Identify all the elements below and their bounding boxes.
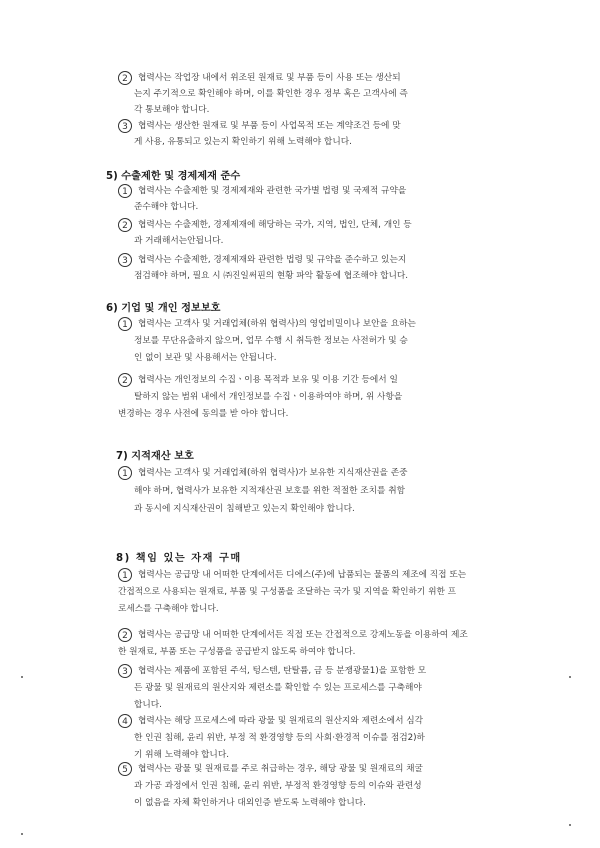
- item-number: 2: [118, 373, 132, 387]
- item-number: 3: [118, 253, 132, 267]
- item-text-line: 점검해야 하며, 필요 시 ㈜진일써핀의 현황 파악 활동에 협조해야 합니다.: [134, 271, 409, 281]
- item-text-line: 협력사는 개인정보의 수집ㆍ이용 목적과 보유 및 이용 기간 등에서 일: [138, 375, 398, 385]
- item-number: 4: [118, 714, 132, 728]
- item-number: 3: [118, 664, 132, 678]
- item-number: 1: [118, 184, 132, 198]
- list-item: [118, 466, 498, 516]
- item-text-line: 탈하지 않는 범위 내에서 개인정보를 수집ㆍ이용하여야 하며, 위 사항을: [134, 392, 403, 402]
- item-text-line: 협력사는 해당 프로세스에 따라 광물 및 원재료의 원산지와 제련소에서 심각: [138, 716, 424, 726]
- item-text-line: 협력사는 수출제한, 경제제재와 관련한 법령 및 규약을 준수하고 있는지: [138, 255, 407, 265]
- section-heading: 7) 지적재산 보호: [116, 451, 194, 462]
- item-text-line: 협력사는 수출제한, 경제제재에 해당하는 국가, 지역, 법인, 단체, 개인 등: [138, 220, 412, 230]
- section-heading: 8) 책임 있는 자재 구매: [116, 553, 242, 564]
- item-number: 1: [118, 568, 132, 582]
- item-text-line: 정보를 무단유출하지 않으며, 업무 수행 시 취득한 정보는 사전허가 및 승: [134, 336, 408, 346]
- item-number: 3: [118, 119, 132, 133]
- item-text-line: 이 없음을 자체 확인하거나 대외인증 받도록 노력해야 합니다.: [134, 798, 366, 808]
- item-number: 5: [118, 762, 132, 776]
- item-number: 2: [118, 218, 132, 232]
- scan-speck: [21, 833, 23, 835]
- item-number: 1: [118, 317, 132, 331]
- item-text-line: 게 사용, 유통되고 있는지 확인하기 위해 노력해야 합니다.: [134, 137, 352, 147]
- section-heading: 5) 수출제한 및 경제제재 준수: [106, 171, 241, 182]
- section-heading: 6) 기업 및 개인 정보보호: [106, 303, 221, 314]
- scan-speck: [569, 824, 571, 826]
- item-text-line: 간접적으로 사용되는 원재료, 부품 및 구성품을 조달하는 국가 및 지역을 확인하기 위한 프: [118, 587, 457, 597]
- list-item: [118, 568, 510, 618]
- item-text-line: 협력사는 고객사 및 거래업체(하위 협력사)가 보유한 지식재산권을 존중: [138, 468, 408, 478]
- scan-speck: [569, 676, 571, 678]
- item-text-line: 로세스를 구축해야 합니다.: [118, 604, 219, 614]
- list-item: [118, 119, 498, 151]
- item-text-line: 각 통보해야 합니다.: [134, 105, 210, 115]
- item-text-line: 변경하는 경우 사전에 동의를 받 아야 합니다.: [118, 409, 289, 419]
- item-text-line: 인 없이 보관 및 사용해서는 안됩니다.: [134, 353, 277, 363]
- list-item: [118, 714, 510, 764]
- list-item: [118, 218, 498, 250]
- item-text-line: 든 광물 및 원재료의 원산지와 제련소를 확인할 수 있는 프로세스를 구축해야: [134, 683, 422, 693]
- item-text-line: 과 동시에 지식재산권이 침해받고 있는지 확인해야 합니다.: [134, 504, 355, 514]
- list-item: [118, 664, 510, 714]
- item-text-line: 한 원재료, 부품 또는 구성품을 공급받지 않도록 하여야 합니다.: [118, 647, 356, 657]
- item-text-line: 합니다.: [134, 700, 162, 710]
- list-item: [118, 184, 498, 216]
- item-text-line: 과 거래해서는안됩니다.: [134, 236, 224, 246]
- item-number: 2: [118, 71, 132, 85]
- list-item: [118, 253, 498, 285]
- item-text-line: 협력사는 광물 및 원재료를 주로 취급하는 경우, 해당 광물 및 원재료의 채굴: [138, 764, 423, 774]
- item-text-line: 한 인권 침해, 윤리 위반, 부정 적 환경영향 등의 사회·환경적 이슈를 점검2)하: [134, 733, 425, 743]
- list-item: [118, 762, 510, 812]
- item-text-line: 협력사는 생산한 원재료 및 부품 등이 사업목적 또는 계약조건 등에 맞: [138, 121, 401, 131]
- item-text-line: 기 위해 노력해야 합니다.: [134, 750, 229, 760]
- scan-speck: [21, 676, 23, 678]
- list-item: [118, 71, 498, 119]
- item-text-line: 해야 하며, 협력사가 보유한 지적재산권 보호를 위한 적절한 조치를 취함: [134, 486, 405, 496]
- item-text-line: 는지 주기적으로 확인해야 하며, 이를 확인한 경우 정부 혹은 고객사에 즉: [134, 89, 408, 99]
- list-item: [118, 628, 510, 660]
- list-item: [118, 373, 498, 423]
- item-text-line: 협력사는 고객사 및 거래업체(하위 협력사)의 영업비밀이나 보안을 요하는: [138, 319, 416, 329]
- item-text-line: 과 가공 과정에서 인권 침해, 윤리 위반, 부정적 환경영향 등의 이슈와 관련성: [134, 781, 422, 791]
- item-text-line: 준수해야 합니다.: [134, 202, 199, 212]
- item-text-line: 협력사는 공급망 내 어떠한 단계에서든 디에스(주)에 납품되는 물품의 제조에 직접 또는: [138, 570, 467, 580]
- item-text-line: 협력사는 수출제한 및 경제제재와 관련한 국가별 법령 및 국제적 규약을: [138, 186, 407, 196]
- item-number: 1: [118, 466, 132, 480]
- item-text-line: 협력사는 제품에 포함된 주석, 텅스텐, 탄탈륨, 금 등 분쟁광물1)을 포함한 모: [138, 666, 427, 676]
- item-text-line: 협력사는 공급망 내 어떠한 단계에서든 직접 또는 간접적으로 강제노동을 이용하여 제조: [138, 630, 468, 640]
- item-text-line: 협력사는 작업장 내에서 위조된 원재료 및 부품 등이 사용 또는 생산되: [138, 73, 401, 83]
- list-item: [118, 317, 498, 367]
- item-number: 2: [118, 628, 132, 642]
